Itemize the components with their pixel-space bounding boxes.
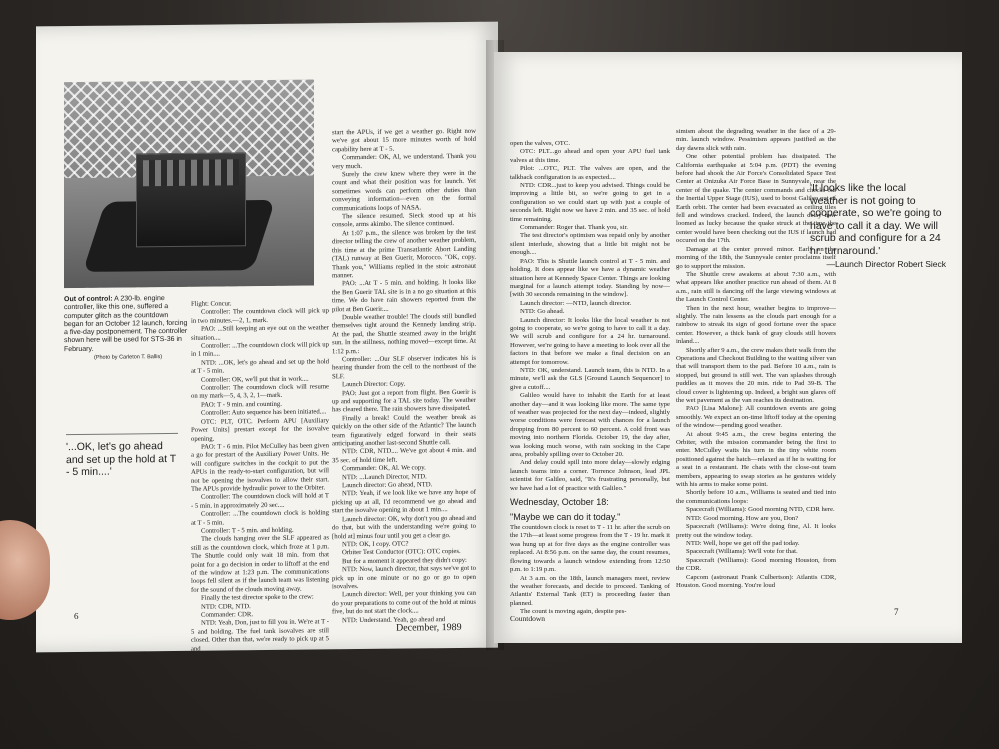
paragraph: PAO: ...Still keeping an eye out on the weather situation.... [191, 324, 329, 342]
paragraph: NTD: ...Launch Director, NTD. [342, 472, 427, 481]
paragraph: Launch director: OK, why don't you go ahead and do that, but with the understanding we're going to [hold at] minus four until you get a clear go. [332, 514, 476, 540]
paragraph: NTD: Go ahead. [520, 308, 565, 316]
paragraph: Commander: OK, Al. We copy. [342, 464, 426, 473]
paragraph: Shortly after 9 a.m., the crew makes their walk from the Operations and Checkout Building to the waiting silver van that will transport them to the pad. Before 10 a.m., rain is stopped, but ground is still wet. The van splashes through puddles as it moves the 20 min. ride to Pad 39-B. The cloud cover is lightening up. Indeed, a bright sun glares off the wet pavement as the van reaches its destination. [676, 346, 836, 404]
left-page [36, 22, 498, 653]
paragraph: start the APUs, if we get a weather go. Right now we've got about 15 more minutes worth of hold capability here at T - 5. [332, 127, 476, 154]
paragraph: At 1:07 p.m., the silence was broken by the test director telling the crew of another weather problem, this time at the prime Transatlantic Abort Landing (TAL) runway at Ben Guerir, Morocco. "OK, copy. Thank you," Williams replied in the stoic astronaut manner. [332, 228, 476, 280]
paragraph: Capcom (astronaut Frank Culbertson): Atlantis CDR, Houston. Good morning. You're loud [676, 573, 836, 589]
paragraph: NTD: Yeah, if we look like we have any hope of picking up at all, I'd recommend we go ahead and start the isovalve opening in about 1 min.... [332, 489, 476, 515]
photo-caption [64, 295, 188, 363]
pull-quote-attribution: —Launch Director Robert Sieck [826, 259, 946, 269]
paragraph: One other potential problem has dissipated. The California earthquake at 5:04 p.m. (PDT) the evening before had shook the Air Force's Consolidated Space Test Center at Onizuka Air Force Base in Sunnyvale, near the center of the quake. The center commands and checks out the Inertial Upper Stage (IUS), used to boost Galileo out of Earth orbit. The center had been evacuated as ceiling tiles fell and windows cracked. Indeed, the launch delay now loomed as lucky because the quake struck at the time the center would have been checking out the IUS if launch had occured on the 17th. [676, 153, 836, 245]
paragraph: Launch director: It looks like the local weather is not going to cooperate, so we're going to have to call it a day. We will scrub and configure for a 24 hr. turnaround. However, we're going to have a meeting to look over all the factors in that before we make a final decision on an attempt for tomorrow. [510, 316, 670, 366]
paragraph: NTD: OK, I copy. OTC? [342, 540, 409, 549]
paragraph: NTD: ...OK, let's go ahead and set up the hold at T - 5 min. [191, 358, 329, 376]
paragraph: Controller: ...The countdown clock is holding at T - 5 min. [191, 509, 329, 527]
paragraph: Controller: The countdown clock will pick up in two minutes.—2, 1, mark. [191, 307, 329, 325]
paragraph: Double weather trouble! The clouds still bundled themselves tight around the Kennedy landing strip. At the pad, the Shuttle steamed away in the bright sun. In the stillness, nothing moved—except time. At 1:12 p.m.: [332, 312, 476, 355]
subhead-quote: "Maybe we can do it today." [510, 511, 621, 522]
pull-quote-right [810, 182, 946, 269]
paragraph: At 3 a.m. on the 18th, launch managers meet, review the weather forecasts, and decide to proceed. Tanking of Atlantis' External Tank (ET) is proceeding faster than planned. [510, 574, 670, 607]
paragraph: Pilot: ...OTC, PLT. The valves are open, and the talkback configuration is as expected.... [510, 165, 670, 181]
paragraph: Launch director: —NTD, launch director. [520, 299, 632, 307]
paragraph: Controller: The countdown clock will hold at T - 5 min. in approximately 20 sec.... [191, 492, 329, 510]
engine-controller-photo [64, 80, 314, 289]
paragraph: Launch Director: Copy. [342, 380, 406, 389]
paragraph: Flight: Concur. [191, 300, 232, 308]
paragraph: NTD: Good morning. How are you, Don? [686, 514, 799, 522]
paragraph: Finally a break! Could the weather break as quickly on the other side of the Atlantic? The launch team figuratively edged forward in their seats anticipating another last-second Shuttle call. [332, 413, 476, 448]
paragraph: Spacecraft (Williams): Good morning NTD, CDR here. [686, 506, 835, 514]
paragraph: NTD: Now, launch director, that says we've got to pick up in one minute or no go or go to open isovalves. [332, 564, 476, 591]
paragraph: PAO: T - 9 min. and counting. [201, 400, 282, 409]
paragraph: PAO: T - 6 min. Pilot McCulley has been given a go for prestart of the Auxiliary Power Units. He will configure switches in the cockpit to put the APUs in the ready-to-start configuration, but will not be opening the isovalves to allow their start. The APUs provide hydraulic power to the Orbiter. [191, 442, 329, 493]
paragraph: Orbiter Test Conductor (OTC): OTC copies. [342, 548, 461, 557]
paragraph: Spacecraft (Williams): We're doing fine, Al. It looks pretty out the window today. [676, 523, 836, 539]
paragraph: The silence resumed. Sieck stood up at his console, arms akimbo. The silence continued. [332, 211, 476, 229]
paragraph: open the valves, OTC. [510, 140, 570, 147]
paragraph: OTC: PLT...go ahead and open your APU fuel tank valves at this time. [510, 148, 670, 164]
paragraph: Controller: ...The countdown clock will pick up in 1 min.... [191, 341, 329, 359]
paragraph: The Shuttle crew awakens at about 7:30 a.m., with what appears like another practice run ahead of them. At 8 a.m., rain still is dancing off the large viewing windows at the Launch Control Center. [676, 270, 836, 304]
left-column-2 [191, 299, 329, 652]
pull-quote-text: 'It looks like the local weather is not going to cooperate, so we're going to have to call it a day. We will scrub and configure for a 24 hr. turnaround.' [810, 182, 942, 257]
paragraph: PAO: Just got a report from flight. Ben Guerir is up and supporting for a TAL site today. The weather has cleared there. The rain showers have dissipated. [332, 388, 476, 414]
paragraph: NTD: CDR, NTD. [201, 602, 251, 611]
paragraph: NTD: Yeah, Don, just to fill you in. We're at T - 5 and holding. The fuel tank isovalves are still closed. Other than that, we're ready to pick up at 5 and [191, 618, 329, 653]
section-footer: Countdown [510, 614, 546, 623]
paragraph: PAO: ...At T - 5 min. and holding. It looks like the Ben Guerir TAL site is in a no go situation at this time. We do have rain showers reported from the pilot at Ben Guerir.... [332, 279, 476, 313]
right-page [494, 52, 962, 643]
paragraph: Commander: Roger that. Thank you, sir. [520, 224, 628, 232]
paragraph: PAO: This is Shuttle launch control at T - 5 min. and holding. It does appear like we have a dynamic weather situation here at Kennedy Space Center. Things are looking marginal for a launch attempt today. Standing by now—[with 30 seconds remaining in the window]. [510, 257, 670, 299]
paragraph: Controller: ...Our SLF observer indicates his is hearing thunder from the cell to the northeast of the SLF. [332, 354, 476, 381]
caption-text: A 230-lb. engine controller, like this one, suffered a computer glitch as the countdown began for an October 12 launch, forcing a five-day postponement. The controller shown here will be used for STS-36 in February. [64, 295, 188, 353]
paragraph: But for a moment it appeared they didn't copy: [342, 556, 467, 565]
paragraph: Launch director: Well, per your thinking you can do your preparations to come out of the hold at minus five, but do not start the clock.... [332, 590, 476, 616]
paragraph: Launch director: Go ahead, NTD. [342, 481, 433, 490]
paragraph: Finally the test director spoke to the crew: [201, 593, 314, 602]
photo-credit: (Photo by Carleton T. Ballis) [94, 354, 163, 361]
paragraph: NTD: Understand. Yeah, go ahead and [342, 615, 446, 624]
paragraph: The test director's optimism was repaid only by another silent interlude, showing that a little bit might not be enough.... [510, 232, 670, 257]
paragraph: Damage at the center proved minor. Early on the morning of the 18th, the Sunnyvale center proclaims itself go to support the mission. [676, 245, 836, 270]
paragraph: NTD: CDR...just to keep you advised. Things could be improving a little bit, so we're going to get in a configuration so we could start up with just a couple of seconds left. Right now we have 2 min. and 35 sec. of hold time remaining. [510, 182, 670, 223]
subhead-date: Wednesday, October 18: [510, 497, 609, 508]
page-number-left: 6 [74, 610, 79, 622]
paragraph: At about 9:45 a.m., the crew begins entering the Orbiter, with the mission commander being the first to enter. McCulley waits his turn in the tiny white room positioned against the hatch—relaxed as if he is waiting for a seat in a restaurant. He chats with the close-out team members, appearing to swap stories as he gestures widely with his arms to make some point. [676, 430, 836, 489]
paragraph: Shortly before 10 a.m., Williams is seated and tied into the communications loops: [676, 489, 836, 505]
paragraph: Spacecraft (Williams): Good morning Houston, from the CDR. [676, 556, 836, 573]
paragraph: Galileo would have to inhabit the Earth for at least another day—and it was looking like more. The same type of weather was projected for the next day—indeed, slightly worse conditions were forecast with chances for a launch dropping from 80 percent to 60 percent. A cold front was moving into northern Florida. October 19, the day after, was looking much worse, with rain socking in the Cape area, probably spilling over to October 20. [510, 392, 670, 459]
paragraph: Controller: T - 5 min. and holding. [201, 526, 294, 535]
paragraph: Surely the crew knew where they were in the count and what their position was for launch. Yet sometimes words can perform other duties than conveying information—even on the formal communications loops of NASA. [332, 169, 476, 212]
paragraph: OTC: PLT, OTC. Perform APU [Auxiliary Power Units] prestart except for the isovalve opening. [191, 417, 329, 443]
paragraph: PAO [Lisa Malone]: All countdown events are going smoothly. We expect an on-time liftoff today at the opening of the window—pending good weather. [676, 405, 836, 430]
page-number-right: 7 [894, 607, 899, 617]
pull-quote-left: '...OK, let's go ahead and set up the hold at T - 5 min....' [66, 433, 178, 479]
paragraph: The count is moving again, despite pes- [520, 608, 627, 616]
paragraph: Controller: The countdown clock will resume on my mark—5, 4, 3, 2, 1—mark. [191, 383, 329, 401]
paragraph: Then in the next hour, weather begins to improve—slightly. The rain lessens as the clouds part enough for a rainbow to streak its sign of good fortune over the space center. However, a thick bank of gray clouds still hovers inland.... [676, 304, 836, 346]
paragraph: simism about the degrading weather in the face of a 29-min. launch window. Pessimism appears justified as the day dawns slick with rain. [676, 128, 836, 152]
paragraph: Controller: Auto sequence has been initiated.... [201, 408, 327, 417]
issue-date: December, 1989 [396, 621, 462, 634]
paragraph: NTD: Well, hope we get off the pad today. [686, 539, 800, 547]
paragraph: And delay could spill into more delay—slowly edging launch teams into a corner. Torrence Johnson, lead JPL scientist for Galileo, said, "It's frustrating personally, but we have had a lot of practice with Galileo." [510, 459, 670, 492]
paragraph: Controller: OK, we'll put that in work.... [201, 375, 309, 384]
paragraph: Spacecraft (Williams): We'll vote for that. [686, 548, 798, 556]
paragraph: The countdown clock is reset to T - 11 hr. after the scrub on the 17th—at least some progress from the T - 19 hr. mark it was hung up at for five days as the engine controller was replaced. At 8:56 p.m. on the same day, the count resumes, flowing towards a launch window extending from 12:50 p.m. to 1:19 p.m. [510, 524, 670, 574]
paragraph: NTD: CDR, NTD.... We've got about 4 min. and 35 sec. of hold time left. [332, 447, 476, 465]
paragraph: Commander: OK, Al, we understand. Thank you very much. [332, 153, 476, 170]
caption-lead: Out of control: [64, 295, 113, 304]
paragraph: NTD: OK, understand. Launch team, this is NTD. In a minute, we'll ask the GLS [Ground Launch Sequencer] to give a cutoff.... [510, 366, 670, 391]
paragraph: Commander: CDR. [201, 611, 254, 619]
paragraph: The clouds hanging over the SLF appeared as still as the countdown clock, which froze at 1 p.m. The Shuttle could only wait 18 min. from that point for a go decision in order to liftoff at the end of the window at 1:23 p.m. The communications loops fell silent as if the launch team was listening for the sound of the clouds moving away. [191, 534, 329, 594]
right-column-1 [510, 140, 670, 617]
left-column-3 [332, 128, 476, 625]
